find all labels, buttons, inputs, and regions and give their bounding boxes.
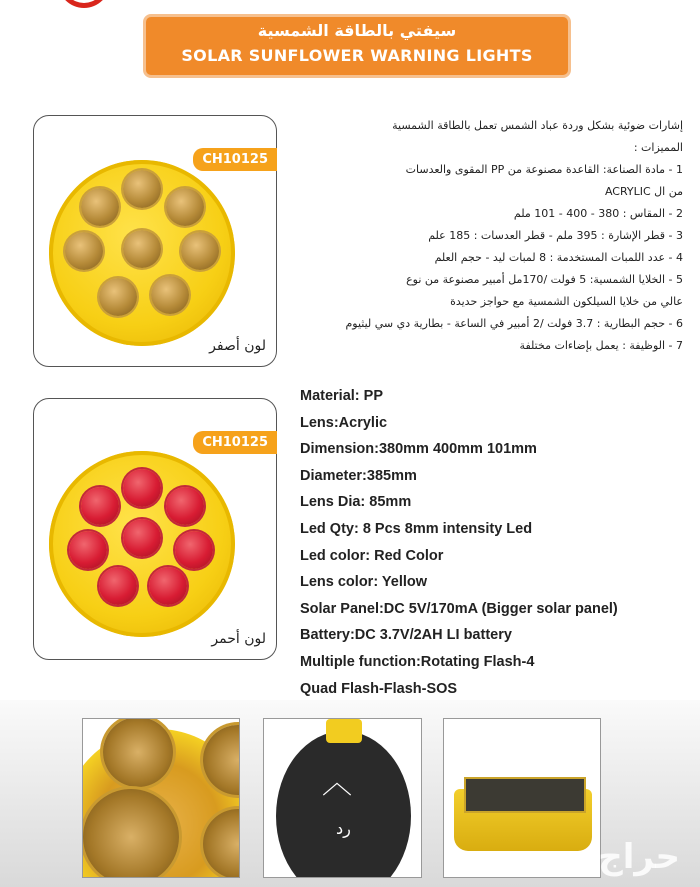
- led-lens: [166, 487, 204, 525]
- arabic-description: [318, 115, 683, 357]
- logo: [58, 0, 110, 8]
- spec-item: Material: PP: [300, 388, 383, 404]
- chevron-up-icon[interactable]: ︿: [322, 766, 352, 801]
- spec-item: Lens color: Yellow: [300, 574, 428, 591]
- spec-item: Lens:Acrylic: [300, 414, 388, 431]
- spec-item: Led Qty: 8 Pcs 8mm intensity Led: [300, 520, 533, 537]
- arabic-line: 6 - حجم البطارية : 3.7 فولت /2 أمبير في الساعة - بطارية دي سي ليثيوم: [345, 317, 683, 330]
- watermark-logo: حراج: [598, 837, 680, 877]
- led-lens: [175, 531, 213, 569]
- led-lens: [149, 567, 187, 605]
- led-lens: [123, 230, 161, 268]
- led-lens: [69, 531, 107, 569]
- led-lens: [203, 809, 240, 878]
- led-lens: [151, 276, 189, 314]
- spec-item: Solar Panel:DC 5V/170mA (Bigger solar panel): [300, 600, 618, 617]
- arabic-line: 3 - قطر الإشارة : 395 ملم - قطر العدسات : 185 علم: [428, 229, 683, 242]
- spec-item: Battery:DC 3.7V/2AH LI battery: [300, 627, 512, 644]
- arabic-line: إشارات ضوئية بشكل وردة عباد الشمس تعمل بالطاقة الشمسية: [392, 119, 683, 132]
- photo-back-view[interactable]: [263, 718, 422, 878]
- spec-item: Dimension:380mm 400mm 101mm: [300, 441, 537, 458]
- warning-light-image-yellow: [49, 160, 235, 346]
- led-lens: [203, 725, 240, 795]
- lamp-back-image: [276, 731, 411, 878]
- solar-panel-image: [464, 777, 586, 813]
- led-lens: [81, 487, 119, 525]
- arabic-line: 2 - المقاس : 380 - 400 - 101 ملم: [513, 207, 683, 220]
- title-banner: [143, 14, 571, 78]
- spec-item: Quad Flash-Flash-SOS: [300, 680, 458, 697]
- spec-item: Led color: Red Color: [300, 547, 444, 564]
- photo-side-view[interactable]: [443, 718, 601, 878]
- led-lens: [103, 718, 173, 787]
- product-card-red: [33, 398, 277, 660]
- color-label: لون أصفر: [209, 338, 266, 354]
- product-card-yellow: [33, 115, 277, 367]
- banner-title-english: SOLAR SUNFLOWER WARNING LIGHTS: [181, 46, 533, 65]
- arabic-line: المميزات :: [633, 141, 683, 154]
- led-lens: [166, 188, 204, 226]
- lamp-closeup-image: [82, 729, 240, 878]
- arabic-line: 4 - عدد اللمبات المستخدمة : 8 لمبات ليد - حجم العلم: [434, 251, 683, 264]
- arabic-line: 1 - مادة الصناعة: القاعدة مصنوعة من PP المقوى والعدسات: [405, 163, 683, 176]
- led-lens: [123, 469, 161, 507]
- arabic-line: من ال ACRYLIC: [604, 185, 683, 198]
- photo-closeup-lens[interactable]: [82, 718, 240, 878]
- arabic-line: عالي من خلايا السيلكون الشمسية مع حواجز حديدة: [450, 295, 683, 308]
- led-lens: [99, 278, 137, 316]
- led-lens: [181, 232, 219, 270]
- spec-item: Diameter:385mm: [300, 467, 417, 484]
- photo-strip: [0, 700, 700, 887]
- led-lens: [123, 519, 161, 557]
- banner-title-arabic: سيفتي بالطاقة الشمسية: [257, 21, 457, 40]
- led-lens: [81, 188, 119, 226]
- led-lens: [83, 789, 179, 878]
- led-lens: [123, 170, 161, 208]
- arabic-line: 5 - الخلايا الشمسية: 5 فولت /170مل أمبير مصنوعة من نوع: [406, 273, 683, 286]
- led-lens: [65, 232, 103, 270]
- led-lens: [99, 567, 137, 605]
- reply-label[interactable]: رد: [336, 819, 351, 838]
- spec-item: Lens Dia: 85mm: [300, 494, 412, 511]
- mount-bracket: [326, 719, 362, 743]
- warning-light-image-red: [49, 451, 235, 637]
- product-code-tag: CH10125: [193, 431, 277, 454]
- spec-item: Multiple function:Rotating Flash-4: [300, 653, 535, 670]
- color-label: لون أحمر: [211, 631, 266, 647]
- arabic-line: 7 - الوظيفة : يعمل بإضاءات مختلفة: [519, 339, 683, 352]
- spec-list: [300, 383, 690, 702]
- product-code-tag: CH10125: [193, 148, 277, 171]
